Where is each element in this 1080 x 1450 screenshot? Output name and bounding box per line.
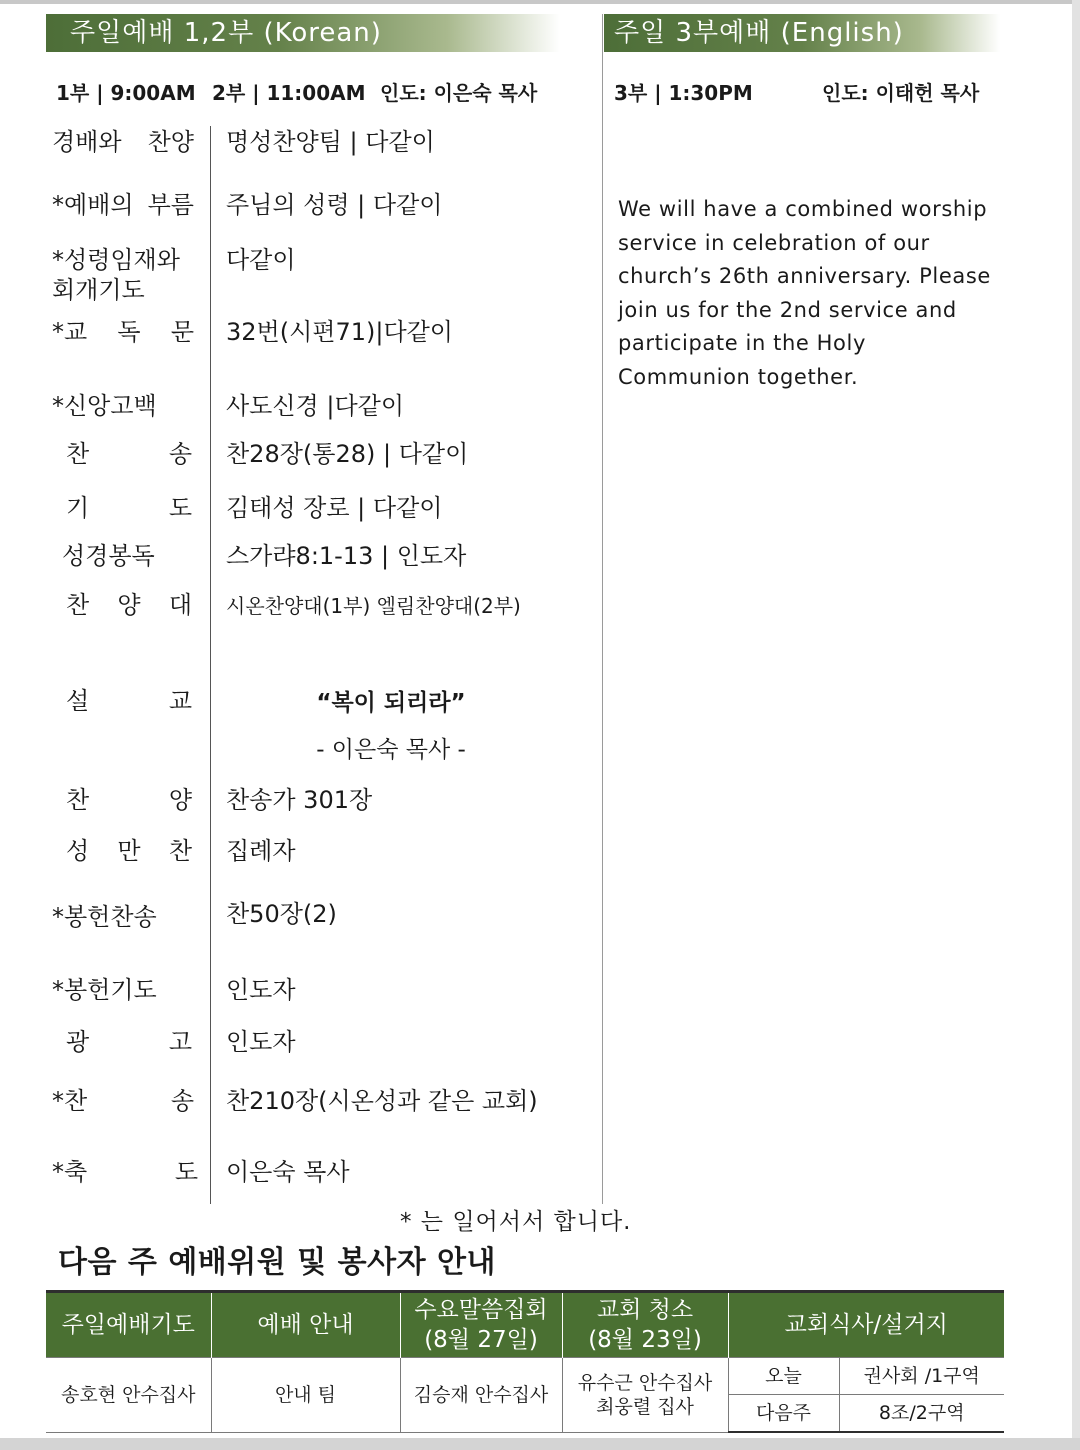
order-value: 집례자 <box>226 837 296 865</box>
korean-service-title: 주일예배 1,2부 (Korean) <box>70 18 382 48</box>
header-sunday-prayer <box>46 1292 211 1358</box>
order-label: 기 도 <box>66 494 192 522</box>
order-value: 시온찬양대(1부) 엘림찬양대(2부) <box>226 594 521 618</box>
order-value: 다같이 <box>226 246 296 274</box>
order-label: *찬 송 <box>52 1087 194 1115</box>
volunteers-table <box>46 1290 1004 1433</box>
meal-next-value: 8조/2구역 <box>839 1395 1004 1433</box>
table-header-row <box>46 1292 1004 1358</box>
meal-today-value: 권사회 /1구역 <box>839 1358 1004 1395</box>
english-service-header <box>604 14 1000 52</box>
english-service-note: We will have a combined worship service in celebration of our church’s 26th anniversary. Please join us for the 2nd service and participate in the Holy Communion together. <box>618 197 991 389</box>
order-value: 김태성 장로 | 다같이 <box>226 494 443 522</box>
cleaning-volunteer-1: 유수근 안수집사 <box>577 1371 713 1394</box>
header-usher <box>211 1292 400 1358</box>
page-bottom-border <box>0 1438 1080 1450</box>
cleaning-volunteer <box>562 1358 728 1433</box>
second-service-time: 2부 | 11:00AM <box>212 81 366 105</box>
header-date: (8월 23일) <box>588 1327 702 1353</box>
cleaning-volunteer-2: 최웅렬 집사 <box>596 1395 694 1418</box>
column-divider <box>602 14 603 1204</box>
volunteers-section-title: 다음 주 예배위원 및 봉사자 안내 <box>58 1245 496 1280</box>
sermon-title: “복이 되리라” <box>316 690 466 716</box>
standing-note: * 는 일어서서 합니다. <box>400 1209 632 1235</box>
order-value: 이은숙 목사 <box>226 1158 350 1186</box>
order-value: 찬50장(2) <box>226 900 337 928</box>
header-wednesday <box>400 1292 562 1358</box>
order-value: 32번(시편71)|다같이 <box>226 318 453 346</box>
korean-service-leader: 인도: 이은숙 목사 <box>380 81 538 105</box>
order-label: *예배의 부름 <box>52 191 194 219</box>
order-label: 찬 양 <box>66 786 192 814</box>
header-date: (8월 27일) <box>424 1327 538 1353</box>
order-value: 스가랴8:1-13 | 인도자 <box>226 542 467 570</box>
order-label: 찬 양 대 <box>66 591 192 619</box>
prayer-volunteer: 송호현 안수집사 <box>46 1358 211 1433</box>
english-service-title: 주일 3부예배 (English) <box>614 18 904 48</box>
order-label: 성경봉독 <box>62 542 155 570</box>
order-label: *성령임재와 회개기도 <box>52 246 180 304</box>
order-value: 찬28장(통28) | 다같이 <box>226 440 469 468</box>
order-of-worship-divider <box>210 126 211 1204</box>
english-service-time: 3부 | 1:30PM <box>614 81 753 105</box>
meal-next-label: 다음주 <box>728 1395 839 1433</box>
order-value: 주님의 성령 | 다같이 <box>226 191 443 219</box>
order-label: *축 도 <box>52 1158 198 1186</box>
order-value: 인도자 <box>226 1028 296 1056</box>
korean-service-header <box>46 14 560 52</box>
page-top-border <box>0 0 1080 4</box>
order-value: 명성찬양팀 | 다같이 <box>226 128 435 156</box>
order-label: 경배와 찬양 <box>52 128 194 156</box>
order-value: 사도신경 |다같이 <box>226 392 405 420</box>
order-label: *봉헌찬송 <box>52 903 157 931</box>
order-label: *신앙고백 <box>52 392 157 420</box>
header-meal <box>728 1292 1004 1358</box>
sermon-label: 설 교 <box>66 687 192 715</box>
header-text: 교회식사/설거지 <box>784 1312 948 1338</box>
header-text: 주일예배기도 <box>61 1312 195 1338</box>
order-label: *교 독 문 <box>52 318 194 346</box>
english-service-leader: 인도: 이태헌 목사 <box>822 81 980 105</box>
order-label: 광 고 <box>66 1028 192 1056</box>
page-right-border <box>1072 0 1080 1450</box>
meal-today-label: 오늘 <box>728 1358 839 1395</box>
table-row <box>46 1358 1004 1395</box>
wednesday-volunteer: 김승재 안수집사 <box>400 1358 562 1433</box>
order-value: 찬송가 301장 <box>226 786 373 814</box>
first-service-time: 1부 | 9:00AM <box>56 81 196 105</box>
order-label: 찬 송 <box>66 440 192 468</box>
header-cleaning <box>562 1292 728 1358</box>
order-label: 성 만 찬 <box>66 837 192 865</box>
order-label: *봉헌기도 <box>52 976 157 1004</box>
header-text: 예배 안내 <box>257 1312 354 1338</box>
order-value: 찬210장(시온성과 같은 교회) <box>226 1087 538 1115</box>
order-value: 인도자 <box>226 976 296 1004</box>
usher-volunteer: 안내 팀 <box>211 1358 400 1433</box>
header-text: 수요말씀집회 <box>414 1297 548 1323</box>
sermon-preacher: - 이은숙 목사 - <box>316 737 466 763</box>
header-text: 교회 청소 <box>596 1297 694 1323</box>
